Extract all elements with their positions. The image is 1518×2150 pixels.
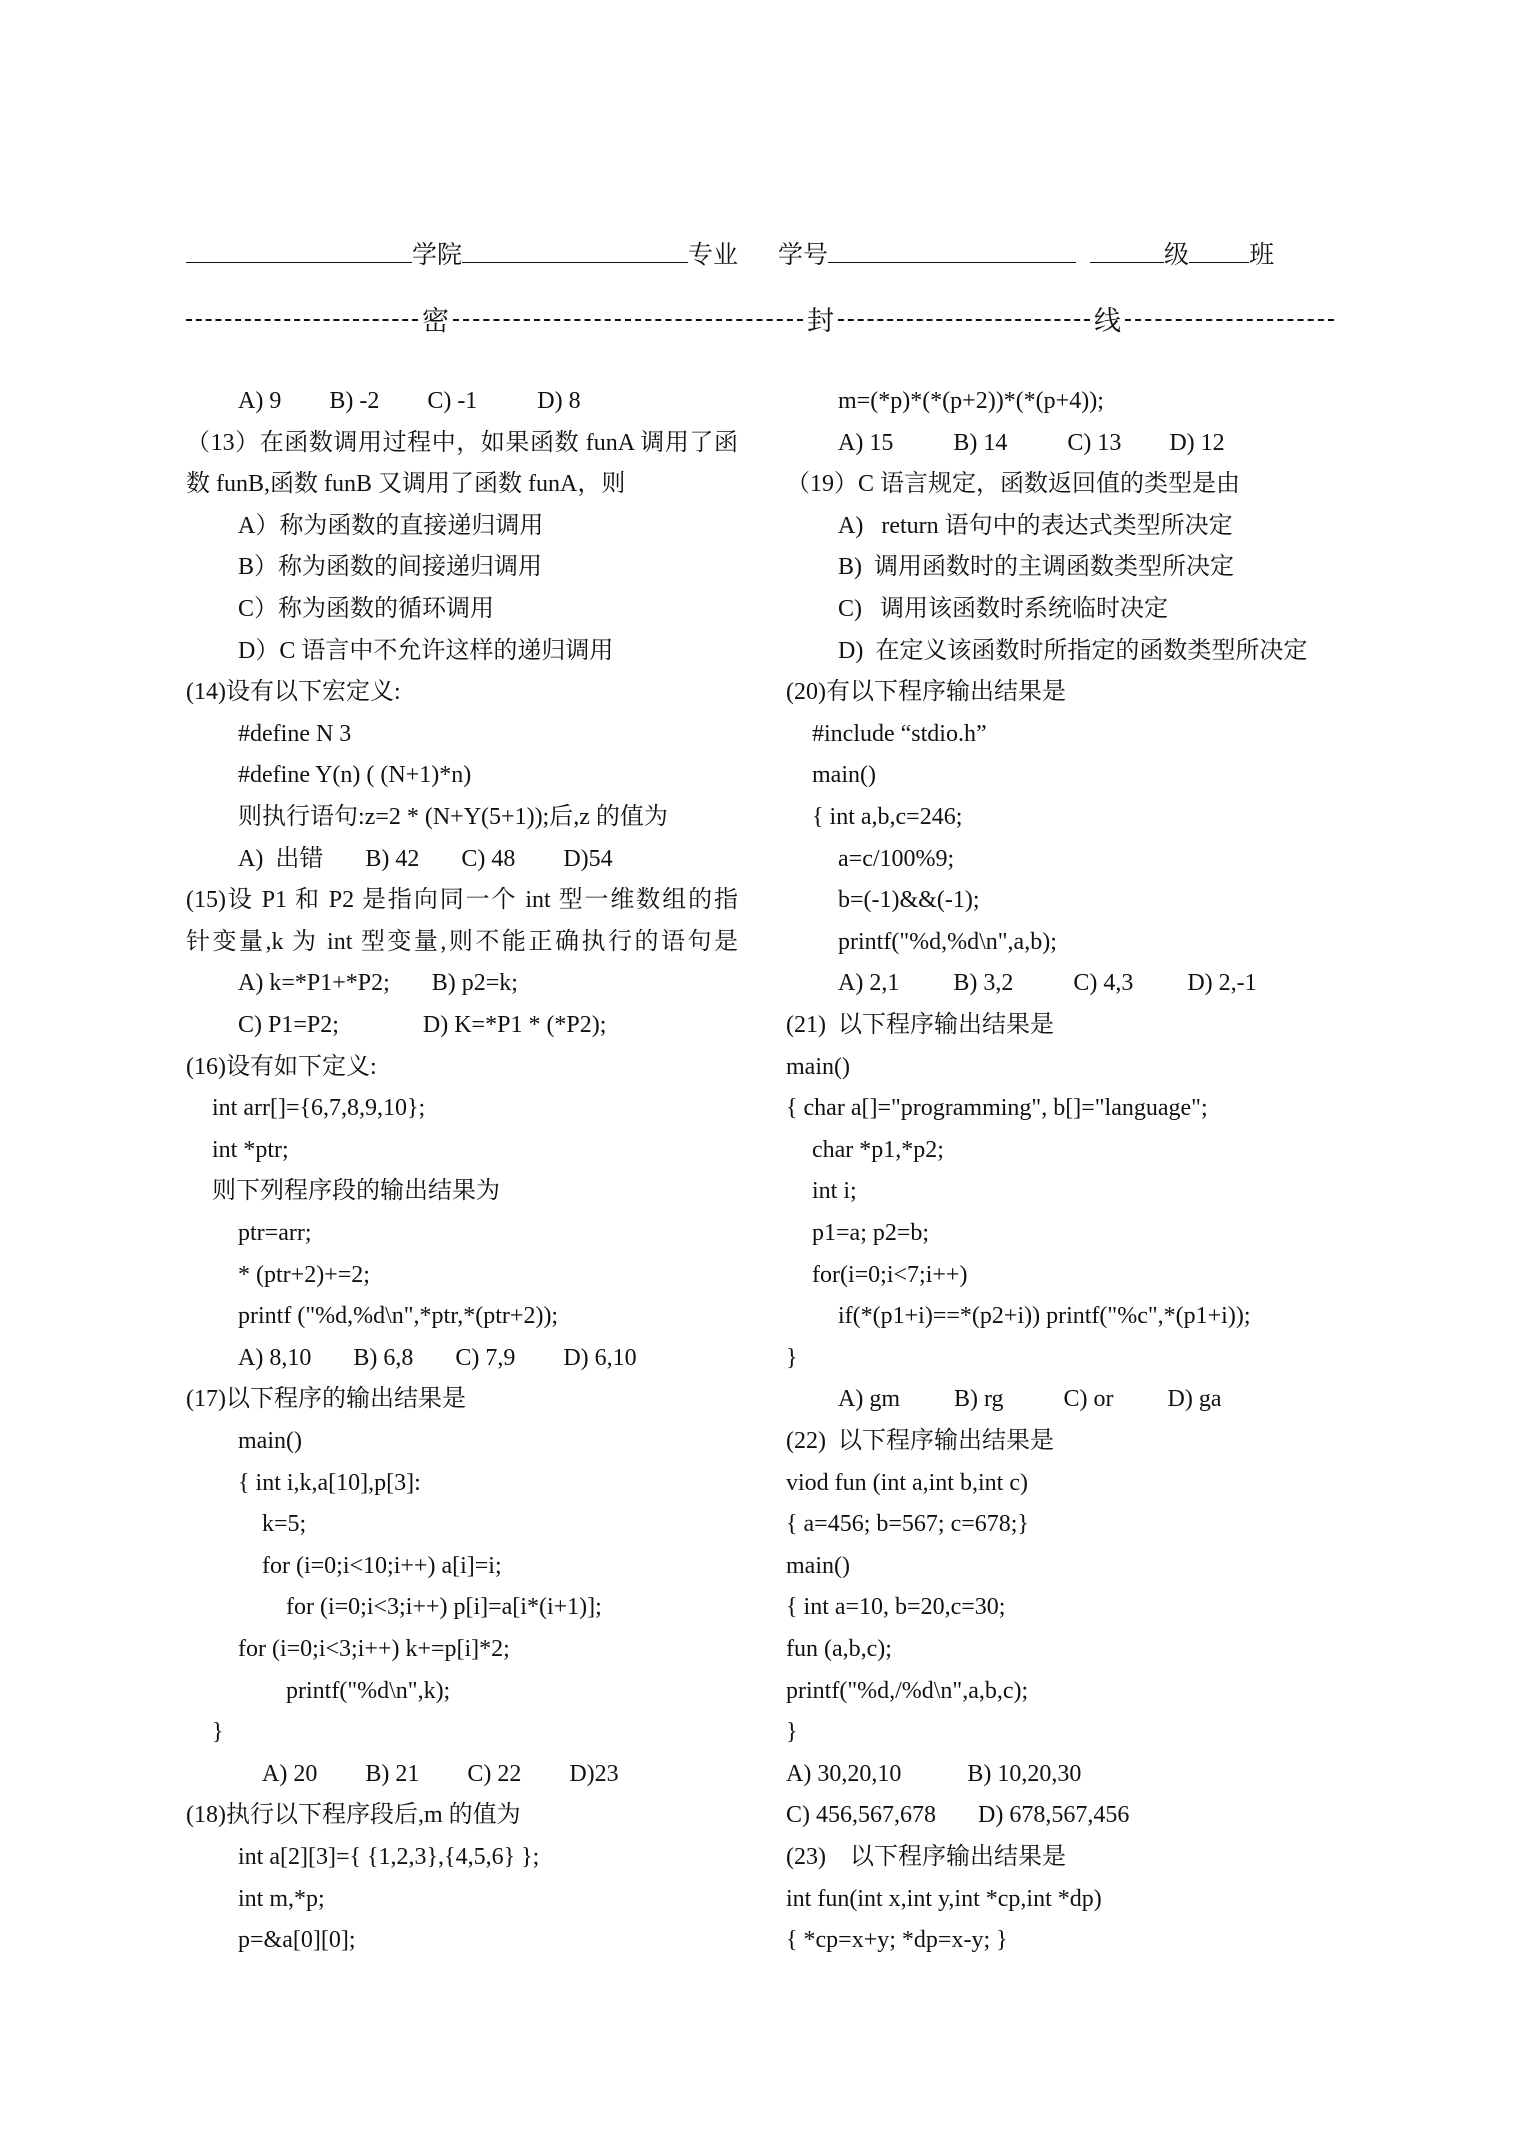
right-column-line: { char a[]="programming", b[]="language"; xyxy=(786,1095,1208,1122)
seal-dash xyxy=(838,319,1090,321)
right-column-line: B) 调用函数时的主调函数类型所决定 xyxy=(838,554,1234,581)
left-column-line: #define Y(n) ( (N+1)*n) xyxy=(238,762,472,789)
left-column-line: （13）在函数调用过程中，如果函数 funA 调用了函 xyxy=(186,429,738,456)
left-column-line: printf("%d\n",k); xyxy=(286,1677,451,1704)
right-column-line: （19）C 语言规定，函数返回值的类型是由 xyxy=(786,471,1241,498)
right-column-line: A) gm B) rg C) or D) ga xyxy=(838,1386,1222,1413)
right-column-line: (22) 以下程序输出结果是 xyxy=(786,1428,1054,1454)
right-column-line: (20)有以下程序输出结果是 xyxy=(786,679,1066,706)
left-column-line: * (ptr+2)+=2; xyxy=(238,1261,370,1288)
left-column-line: A) 出错 B) 42 C) 48 D)54 xyxy=(238,845,613,872)
right-column-line: main() xyxy=(786,1053,850,1080)
seal-dash xyxy=(186,319,418,321)
right-column-line: m=(*p)*(*(p+2))*(*(p+4)); xyxy=(838,388,1104,414)
left-column-line: 则下列程序段的输出结果为 xyxy=(212,1178,500,1205)
right-column-line: #include “stdio.h” xyxy=(812,720,987,747)
seal-dash xyxy=(1125,319,1334,321)
right-column-line: (23) 以下程序输出结果是 xyxy=(786,1844,1066,1870)
left-column-line: 则执行语句:z=2 * (N+Y(5+1));后,z 的值为 xyxy=(238,804,668,830)
right-column-line: for(i=0;i<7;i++) xyxy=(812,1261,968,1288)
left-column-line: A) 9 B) -2 C) -1 D) 8 xyxy=(238,388,581,414)
right-column-line: a=c/100%9; xyxy=(838,845,955,872)
right-column-line: printf("%d,%d\n",a,b); xyxy=(838,928,1057,955)
class-blank[interactable] xyxy=(1189,242,1249,263)
right-column-line: } xyxy=(786,1344,798,1371)
right-column-line: A) 2,1 B) 3,2 C) 4,3 D) 2,-1 xyxy=(838,970,1257,997)
right-column-line: viod fun (int a,int b,int c) xyxy=(786,1469,1028,1496)
right-column-line: A) 15 B) 14 C) 13 D) 12 xyxy=(838,429,1225,456)
right-column-line: C) 456,567,678 D) 678,567,456 xyxy=(786,1802,1130,1829)
right-column-line: fun (a,b,c); xyxy=(786,1636,892,1662)
student-id-blank[interactable] xyxy=(828,242,1076,263)
right-column-line: if(*(p1+i)==*(p2+i)) printf("%c",*(p1+i)); xyxy=(838,1303,1251,1330)
right-column-line: { int a,b,c=246; xyxy=(812,804,963,830)
left-column-line: (14)设有以下宏定义: xyxy=(186,679,401,706)
left-column-line: (15)设 P1 和 P2 是指向同一个 int 型一维数组的指 xyxy=(186,887,738,914)
seal-dash xyxy=(453,319,803,321)
left-column-line: C）称为函数的循环调用 xyxy=(238,596,495,622)
left-column-line: { int i,k,a[10],p[3]: xyxy=(238,1469,421,1496)
right-column-line: } xyxy=(786,1719,798,1746)
major-blank[interactable] xyxy=(462,242,688,263)
seal-char-mi: 密 xyxy=(422,306,449,336)
left-column-line: (16)设有如下定义: xyxy=(186,1053,377,1080)
right-column-line: A) 30,20,10 B) 10,20,30 xyxy=(786,1760,1082,1787)
grade-blank[interactable] xyxy=(1090,242,1164,263)
left-column-line: int a[2][3]={ {1,2,3},{4,5,6} }; xyxy=(238,1844,540,1870)
right-column-line: A) return 语句中的表达式类型所决定 xyxy=(838,512,1233,539)
right-column-line: main() xyxy=(812,762,876,789)
right-column-line: char *p1,*p2; xyxy=(812,1136,944,1163)
school-label: 学院 xyxy=(412,242,463,269)
left-column-line: #define N 3 xyxy=(238,720,352,747)
right-column-line: int fun(int x,int y,int *cp,int *dp) xyxy=(786,1885,1102,1912)
left-column-line: k=5; xyxy=(262,1511,307,1538)
left-column-line: 针变量,k 为 int 型变量,则不能正确执行的语句是 xyxy=(186,928,738,955)
school-blank[interactable] xyxy=(186,242,412,263)
left-column-line: A）称为函数的直接递归调用 xyxy=(238,512,544,539)
right-column-line: int i; xyxy=(812,1178,857,1205)
left-column-line: int arr[]={6,7,8,9,10}; xyxy=(212,1095,426,1122)
right-column-line: C) 调用该函数时系统临时决定 xyxy=(838,596,1168,622)
student-id-label: 学号 xyxy=(778,242,829,269)
right-column-line: D) 在定义该函数时所指定的函数类型所决定 xyxy=(838,637,1308,664)
seal-line xyxy=(186,299,1334,338)
student-info-header xyxy=(186,235,1274,271)
left-column-line: ptr=arr; xyxy=(238,1220,312,1246)
left-column-line: main() xyxy=(238,1428,302,1454)
class-label: 班 xyxy=(1249,242,1275,269)
seal-char-xian: 线 xyxy=(1094,306,1121,336)
left-column-line: 数 funB,函数 funB 又调用了函数 funA，则 xyxy=(186,471,626,498)
left-column-line: p=&a[0][0]; xyxy=(238,1927,356,1954)
left-column-line: (17)以下程序的输出结果是 xyxy=(186,1386,466,1413)
left-column-line: D）C 语言中不允许这样的递归调用 xyxy=(238,637,614,664)
right-column-line: (21) 以下程序输出结果是 xyxy=(786,1012,1054,1038)
major-label: 专业 xyxy=(688,242,739,269)
left-column-line: A) 8,10 B) 6,8 C) 7,9 D) 6,10 xyxy=(238,1344,637,1371)
right-column-line: { *cp=x+y; *dp=x-y; } xyxy=(786,1927,1008,1954)
left-column-line: int *ptr; xyxy=(212,1136,289,1163)
left-column-line: for (i=0;i<10;i++) a[i]=i; xyxy=(262,1552,502,1579)
grade-label: 级 xyxy=(1164,242,1190,269)
left-column-line: A) 20 B) 21 C) 22 D)23 xyxy=(262,1760,619,1787)
left-column-line: for (i=0;i<3;i++) k+=p[i]*2; xyxy=(238,1636,510,1662)
right-column-line: b=(-1)&&(-1); xyxy=(838,887,980,914)
right-column-line: printf("%d,/%d\n",a,b,c); xyxy=(786,1677,1029,1704)
right-column-line: p1=a; p2=b; xyxy=(812,1220,930,1246)
right-column-line: main() xyxy=(786,1552,850,1579)
left-column-line: } xyxy=(212,1719,224,1746)
left-column-line: int m,*p; xyxy=(238,1885,325,1912)
left-column-line: A) k=*P1+*P2; B) p2=k; xyxy=(238,970,518,997)
right-column-line: { int a=10, b=20,c=30; xyxy=(786,1594,1006,1621)
left-column-line: (18)执行以下程序段后,m 的值为 xyxy=(186,1802,521,1829)
left-column-line: printf ("%d,%d\n",*ptr,*(ptr+2)); xyxy=(238,1303,559,1330)
right-column-line: { a=456; b=567; c=678;} xyxy=(786,1511,1029,1538)
left-column-line: C) P1=P2; D) K=*P1 * (*P2); xyxy=(238,1012,607,1038)
seal-char-feng: 封 xyxy=(807,306,834,336)
left-column-line: B）称为函数的间接递归调用 xyxy=(238,554,543,581)
left-column-line: for (i=0;i<3;i++) p[i]=a[i*(i+1)]; xyxy=(286,1594,602,1621)
